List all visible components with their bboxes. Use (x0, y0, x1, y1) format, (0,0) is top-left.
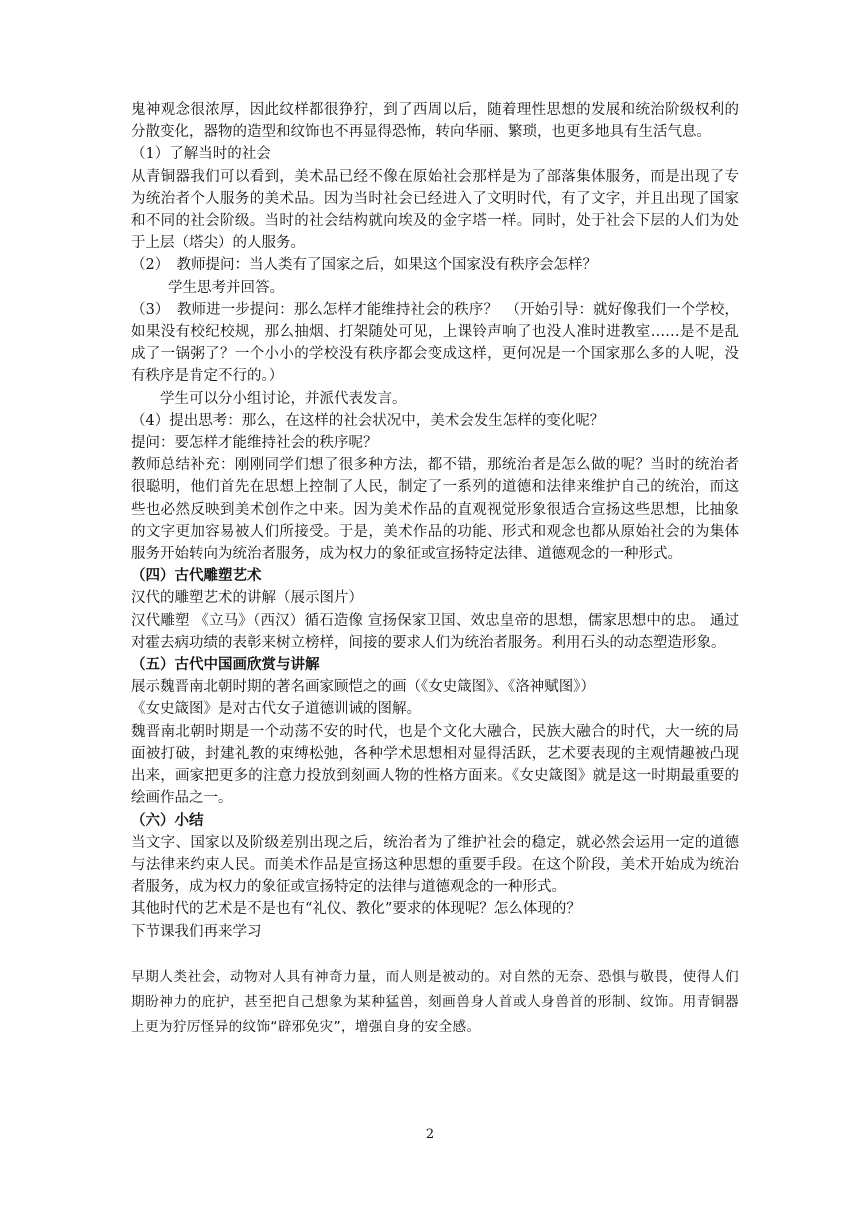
note-early-society: 早期人类社会，动物对人具有神奇力量，而人则是被动的。对自然的无奈、恐惧与敬畏，使得人们期盼神力的庇护，甚至把自己想象为某种猛兽，刻画兽身人首或人身兽首的形制、纹饰。用青铜器上更为狞厉怪异的纹饰“辟邪免灾”，增强自身的安全感。 (131, 968, 739, 1035)
subheading-understand-society: （1）了解当时的社会 (131, 146, 271, 163)
paragraph-next-lesson: 下节课我们再来学习 (131, 923, 262, 940)
body-text (131, 99, 739, 1040)
paragraph-admonitions: 《女史箴图》是对古代女子道德训诫的图解。 (131, 701, 421, 718)
paragraph-question-4: （4）提出思考：那么，在这样的社会状况中，美术会发生怎样的变化呢？ (131, 412, 605, 429)
spacer (131, 943, 739, 965)
page-number: 2 (425, 1127, 435, 1142)
paragraph-question-3: （3） 教师进一步提问：那么怎样才能维持社会的秩序？ （开始引导：就好像我们一个学校，如果没有校纪校规，那么抽烟、打架随处可见，上课铃声响了也没人准时进教室……是不是乱成了一锅粥了？一个小小的学校没有秩序都会变成这样，更何况是一个国家那么多的人呢，没有秩序是肯定不行的。） (131, 301, 739, 385)
paragraph-student-think: 学生思考并回答。 (168, 279, 284, 296)
section-heading-summary: （六）小结 (131, 812, 204, 829)
paragraph-group-discussion: 学生可以分小组讨论，并派代表发言。 (160, 390, 407, 407)
paragraph-question-2: （2） 教师提问：当人类有了国家之后，如果这个国家没有秩序会怎样？ (131, 257, 597, 274)
paragraph-teacher-summary: 教师总结补充：刚刚同学们想了很多种方法，都不错，那统治者是怎么做的呢？当时的统治者很聪明，他们首先在思想上控制了人民，制定了一系列的道德和法律来维护自己的统治，而这些也必然反映到美术创作之中来。因为美术作品的直观视觉形象很适合宣扬这些思想，比抽象的文字更加容易被人们所接受。于是，美术作品的功能、形式和观念也都从原始社会的为集体服务开始转向为统治者服务，成为权力的象征或宣扬特定法律、道德观念的一种形式。 (131, 457, 739, 563)
paragraph-standing-horse: 汉代雕塑 《立马》（西汉）循石造像 宣扬保家卫国、效忠皇帝的思想，儒家思想中的忠。 通过对霍去病功绩的表彰来树立榜样，间接的要求人们为统治者服务。利用石头的动态塑造形象。 (131, 612, 739, 651)
paragraph-bronze-intro: 鬼神观念很浓厚，因此纹样都很狰狞，到了西周以后，随着理性思想的发展和统治阶级权利的分散变化，器物的造型和纹饰也不再显得恐怖，转向华丽、繁琐，也更多地具有生活气息。 (131, 102, 739, 141)
section-heading-sculpture: （四）古代雕塑艺术 (131, 568, 262, 585)
paragraph-han-sculpture: 汉代的雕塑艺术的讲解（展示图片） (131, 590, 363, 607)
paragraph-summary: 当文字、国家以及阶级差别出现之后，统治者为了维护社会的稳定，就必然会运用一定的道德与法律来约束人民。而美术作品是宣扬这种思想的重要手段。在这个阶段，美术开始成为统治者服务，成为权力的象征或宣扬特定的法律与道德观念的一种形式。 (131, 834, 739, 896)
paragraph-gu-kaizhi: 展示魏晋南北朝时期的著名画家顾恺之的画（《女史箴图》、《洛神赋图》） (131, 679, 595, 696)
paragraph-bronze-society: 从青铜器我们可以看到，美术品已经不像在原始社会那样是为了部落集体服务，而是出现了专为统治者个人服务的美术品。因为当时社会已经进入了文明时代，有了文字，并且出现了国家和不同的社会阶级。当时的社会结构就向埃及的金字塔一样。同时，处于社会下层的人们为处于上层（塔尖）的人服务。 (131, 168, 739, 252)
paragraph-other-eras: 其他时代的艺术是不是也有“礼仪、教化”要求的体现呢？怎么体现的？ (131, 901, 581, 918)
paragraph-question-order: 提问：要怎样才能维持社会的秩序呢？ (131, 435, 378, 452)
section-heading-painting: （五）古代中国画欣赏与讲解 (131, 657, 320, 674)
paragraph-wei-jin: 魏晋南北朝时期是一个动荡不安的时代，也是个文化大融合，民族大融合的时代，大一统的局面被打破，封建礼教的束缚松弛，各种学术思想相对显得活跃，艺术要表现的主观情趣被凸现出来，画家把更多的注意力投放到刻画人物的性格方面来。《女史箴图》就是这一时期最重要的绘画作品之一。 (131, 723, 739, 807)
